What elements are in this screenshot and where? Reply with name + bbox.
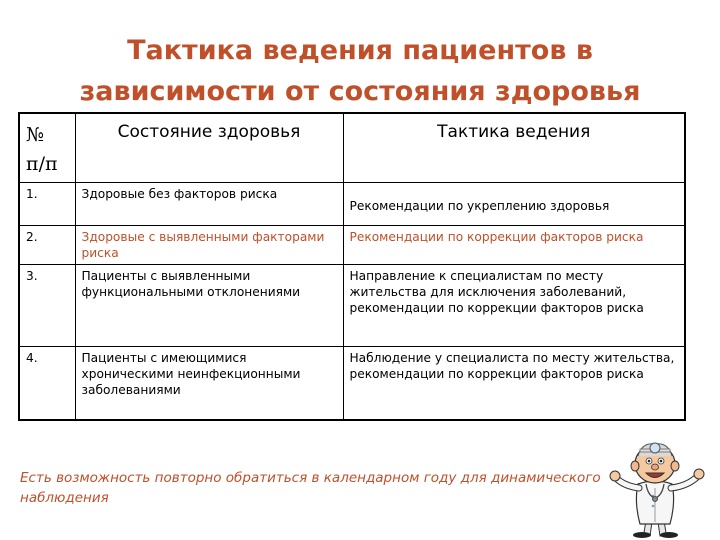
row-number: 4. [19,347,75,420]
row-tactic: Рекомендации по коррекции факторов риска [343,226,685,265]
title-line-2: зависимости от состояния здоровья [79,76,641,107]
row-number: 2. [19,226,75,265]
row-tactic: Направление к специалистам по месту жительства для исключения заболеваний, рекомендации по коррекции факторов риска [343,265,685,347]
title-line-1: Тактика ведения пациентов в [127,35,593,66]
table-row [19,347,685,420]
row-tactic: Наблюдение у специалиста по месту жительства, рекомендации по коррекции факторов риска [343,347,685,420]
header-number: № п/п [19,113,75,183]
footnote: Есть возможность повторно обратиться в календарном году для динамического наблюдения [20,470,601,506]
row-condition: Здоровые без факторов риска [75,183,343,226]
table-header-row [19,113,685,183]
table-row [19,226,685,265]
tactics-table [18,112,686,421]
page-title [20,30,700,112]
table-row [19,265,685,347]
row-condition: Пациенты с имеющимися хроническими неинфекционными заболеваниями [75,347,343,420]
header-condition: Состояние здоровья [75,113,343,183]
table-row [19,183,685,226]
row-number: 3. [19,265,75,347]
row-tactic: Рекомендации по укреплению здоровья [343,183,685,226]
cartoon-doctor-icon [606,432,714,538]
row-number: 1. [19,183,75,226]
row-condition: Здоровые с выявленными факторами риска [75,226,343,265]
header-tactic: Тактика ведения [343,113,685,183]
row-condition: Пациенты с выявленными функциональными отклонениями [75,265,343,347]
